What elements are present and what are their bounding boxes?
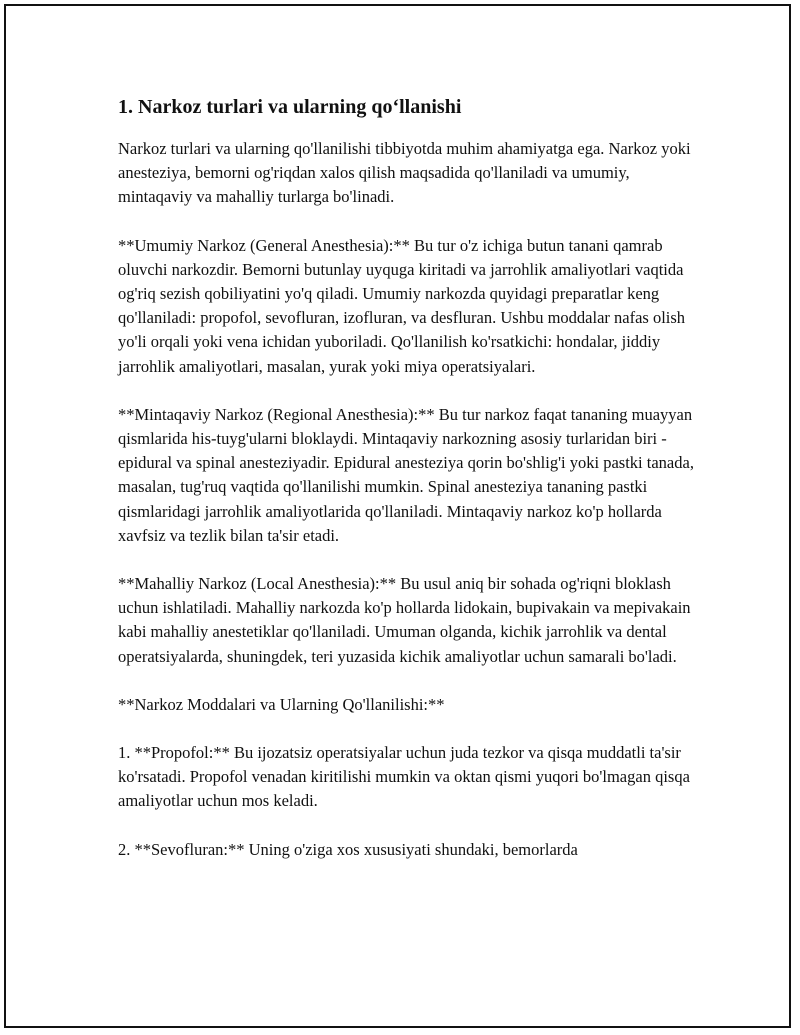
- document-body: [118, 94, 698, 886]
- local-anesthesia-paragraph: **Mahalliy Narkoz (Local Anesthesia):** Bu usul aniq bir sohada og'riqni bloklash uchun ishlatiladi. Mahalliy narkozda ko'p hollarda lidokain, bupivakain va mepivakain kabi mahalliy anestetiklar qo'llaniladi. Umuman olganda, kichik jarrohlik va dental operatsiyalarda, shuningdek, teri yuzasida kichik amaliyotlar uchun samarali bo'ladi.: [118, 574, 691, 666]
- intro-paragraph: Narkoz turlari va ularning qo'llanilishi tibbiyotda muhim ahamiyatga ega. Narkoz yoki anesteziya, bemorni og'riqdan xalos qilish maqsadida qo'llaniladi va umumiy, mintaqaviy va mahalliy turlarga bo'linadi.: [118, 139, 691, 207]
- regional-anesthesia-paragraph: **Mintaqaviy Narkoz (Regional Anesthesia):** Bu tur narkoz faqat tananing muayyan qismlarida his-tuyg'ularni bloklaydi. Mintaqaviy narkozning asosiy turlaridan biri - epidural va spinal anesteziyadir. Epidural anesteziya qorin bo'shlig'i yoki pastki tanada, masalan, tug'ruq vaqtida qo'llanilishi mumkin. Spinal anesteziya tananing pastki qismlaridagi jarrohlik amaliyotlarida qo'llaniladi. Mintaqaviy narkoz ko'p hollarda xavfsiz va tezlik bilan ta'sir etadi.: [118, 404, 694, 545]
- propofol-list-item: 1. **Propofol:** Bu ijozatsiz operatsiyalar uchun juda tezkor va qisqa muddatli ta'sir ko'rsatadi. Propofol venadan kiritilishi mumkin va oktan qismi yuqori bo'lmagan qisqa amaliyotlar uchun mos keladi.: [118, 743, 690, 811]
- general-anesthesia-paragraph: **Umumiy Narkoz (General Anesthesia):** Bu tur o'z ichiga butun tanani qamrab oluvchi narkozdir. Bemorni butunlay uyquga kiritadi va jarrohlik amaliyotlari vaqtida og'riq sezish qobiliyatini yo'q qiladi. Umumiy narkozda quyidagi preparatlar keng qo'llaniladi: propofol, sevofluran, izofluran, va desfluran. Ushbu moddalar nafas olish yo'li orqali yoki vena ichidan yuboriladi. Qo'llanilish ko'rsatkichi: hondalar, jiddiy jarrohlik amaliyotlari, masalan, yurak yoki miya operatsiyalari.: [118, 235, 686, 376]
- page-title: 1. Narkoz turlari va ularning qo‘llanishi: [118, 96, 462, 118]
- anesthetic-agents-heading: **Narkoz Moddalari va Ularning Qo'llanilishi:**: [118, 694, 445, 714]
- sevoflurane-list-item: 2. **Sevofluran:** Uning o'ziga xos xususiyati shundaki, bemorlarda: [118, 839, 578, 859]
